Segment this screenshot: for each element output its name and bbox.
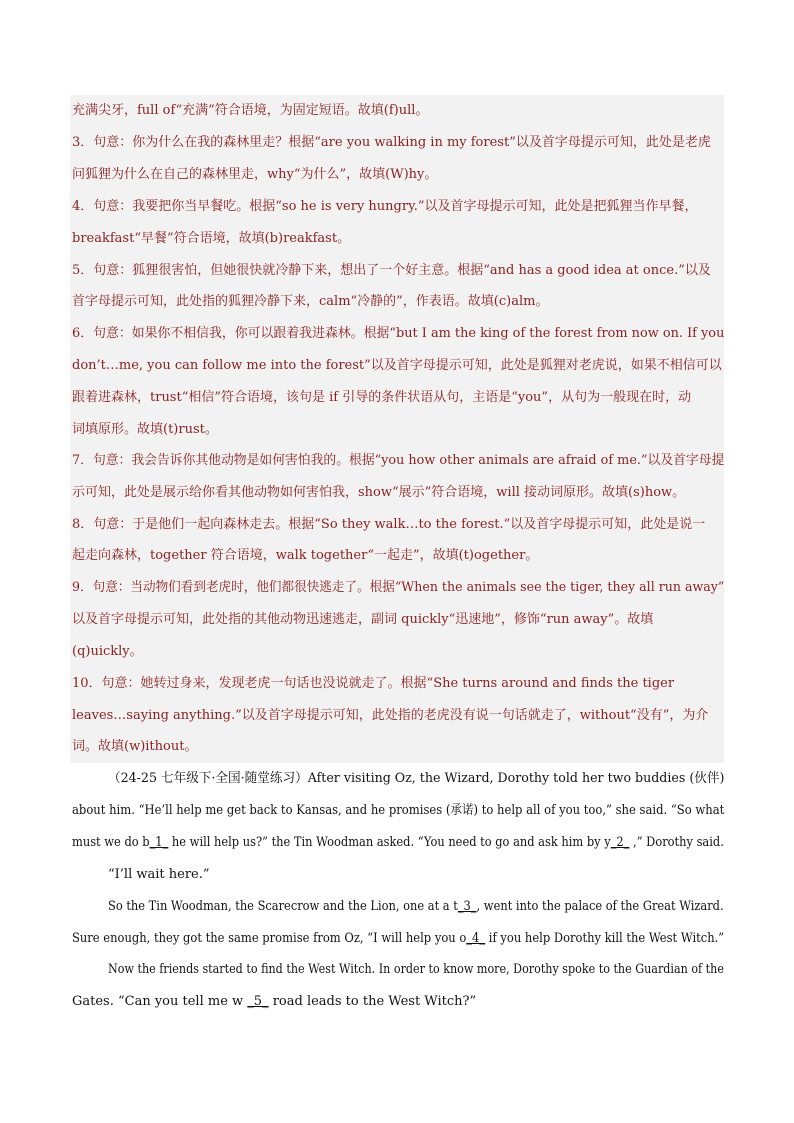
passage-line [72, 833, 724, 853]
answer-line: 5．句意：狐狸很害怕，但她很快就冷静下来，想出了一个好主意。根据“and has a good idea at once.”以及 [72, 263, 711, 278]
blank-5[interactable]: _5_ [247, 994, 269, 1009]
passage-line: （24-25 七年级下·全国·随堂练习）After visiting Oz, the Wizard, Dorothy told her two buddies (伙伴) [108, 771, 725, 786]
answer-line: 8．句意：于是他们一起向森林走去。根据“So they walk…to the forest.”以及首字母提示可知，此处是说一 [72, 517, 706, 532]
answer-line: 词填原形。故填(t)rust。 [72, 422, 218, 437]
answer-line: 起走向森林，together 符合语境，walk together“一起走”，故填(t)ogether。 [72, 548, 539, 563]
answer-line: breakfast“早餐”符合语境，故填(b)reakfast。 [72, 231, 351, 246]
answer-line: 问狐狸为什么在自己的森林里走，why“为什么”，故填(W)hy。 [72, 167, 438, 182]
blank-4[interactable]: _4_ [466, 931, 486, 946]
answer-line: 9．句意：当动物们看到老虎时，他们都很快逃走了。根据“When the animals see the tiger, they all run away” [72, 580, 725, 595]
passage-line [72, 992, 476, 1012]
answer-line: don’t…me, you can follow me into the forest”以及首字母提示可知，此处是狐狸对老虎说，如果不相信可以 [72, 358, 722, 373]
passage-line: about him. “He’ll help me get back to Kansas, and he promises (承诺) to help all of you too,” she said. “So what [72, 803, 725, 818]
answer-line: 10．句意：她转过身来，发现老虎一句话也没说就走了。根据“She turns around and finds the tiger [72, 676, 675, 691]
answer-line: 词。故填(w)ithout。 [72, 739, 198, 754]
passage-text: , went into the palace of the Great Wizard. [476, 899, 724, 914]
answer-line: 充满尖牙，full of“充满”符合语境，为固定短语。故填(f)ull。 [72, 103, 429, 118]
passage-line [72, 929, 724, 949]
passage-text: road leads to the West Witch?” [268, 994, 477, 1009]
answer-line: 7．句意：我会告诉你其他动物是如何害怕我的。根据“you how other animals are afraid of me.”以及首字母提 [72, 453, 725, 468]
answer-line: 以及首字母提示可知，此处指的其他动物迅速逃走，副词 quickly“迅速地”，修饰“run away”。故填 [72, 612, 654, 627]
passage-line: Now the friends started to find the West Witch. In order to know more, Dorothy spoke to the Guardian of the [108, 962, 724, 977]
answer-line: 4．句意：我要把你当早餐吃。根据“so he is very hungry.”以及首字母提示可知，此处是把狐狸当作早餐， [72, 199, 698, 214]
blank-2[interactable]: _2_ [610, 835, 630, 850]
blank-3[interactable]: _3_ [457, 899, 477, 914]
answer-line: 示可知，此处是展示给你看其他动物如何害怕我，show“展示”符合语境，will 接动词原形。故填(s)how。 [72, 485, 686, 500]
passage-text: he will help us?” the Tin Woodman asked. “You need to go and ask him by y [168, 835, 611, 850]
answer-line: (q)uickly。 [72, 644, 143, 659]
passage-text: must we do b [72, 835, 150, 850]
passage-text: Gates. “Can you tell me w [72, 994, 248, 1009]
answer-line: 6．句意：如果你不相信我，你可以跟着我进森林。根据“but I am the king of the forest from now on. If you [72, 326, 725, 341]
answer-line: leaves…saying anything.”以及首字母提示可知，此处指的老虎没有说一句话就走了，without“没有”，为介 [72, 708, 709, 723]
answer-line: 3．句意：你为什么在我的森林里走？根据“are you walking in my forest”以及首字母提示可知，此处是老虎 [72, 135, 711, 150]
passage-line: “I’ll wait here.” [108, 867, 210, 882]
passage-text: So the Tin Woodman, the Scarecrow and the Lion, one at a t [108, 899, 458, 914]
passage-line [108, 897, 724, 917]
passage-text: ,” Dorothy said. [629, 835, 724, 850]
answer-line: 首字母提示可知，此处指的狐狸冷静下来，calm“冷静的”，作表语。故填(c)alm。 [72, 294, 549, 309]
blank-1[interactable]: _1_ [149, 835, 169, 850]
passage-text: Sure enough, they got the same promise from Oz, “I will help you o [72, 931, 467, 946]
passage-text: if you help Dorothy kill the West Witch.” [485, 931, 725, 946]
answer-line: 跟着进森林，trust“相信”符合语境，该句是 if 引导的条件状语从句，主语是“you”，从句为一般现在时，动 [72, 390, 692, 405]
